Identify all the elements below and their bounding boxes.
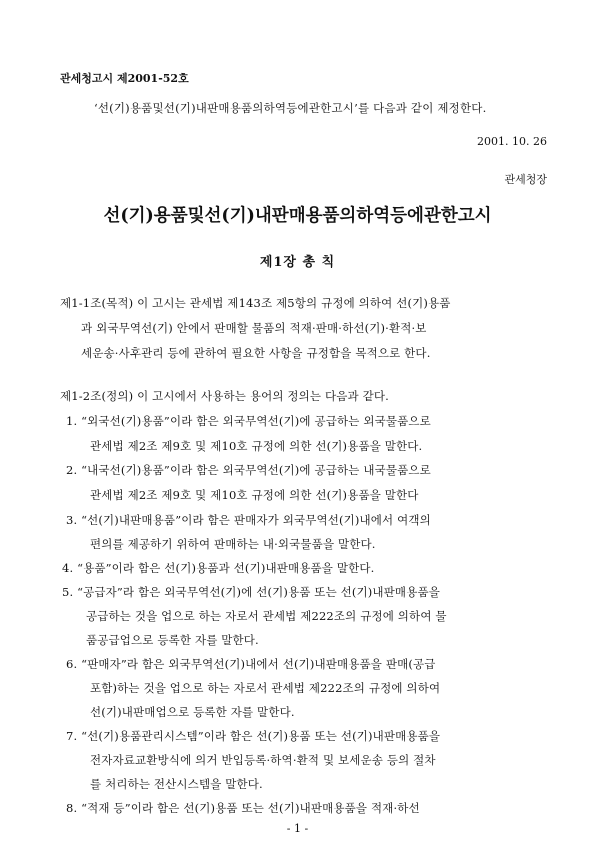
issuing-agency: 관세청장 [504,173,547,186]
definition-line: 품공급업으로 등록한 자를 말한다. [86,633,259,647]
article-1-1-line: 세운송·사후관리 등에 관하여 필요한 사항을 규정함을 목적으로 한다. [81,346,431,360]
definition-item: 6. “판매자”라 함은 외국무역선(기)내에서 선(기)내판매용품을 판매(공급 [66,657,436,671]
definition-item: 8. “적재 등”이라 함은 선(기)용품 또는 선(기)내판매용품을 적재·하선 [66,801,420,815]
issue-date: 2001. 10. 26 [477,135,547,148]
definition-item: 1. “외국선(기)용품”이라 함은 외국무역선(기)에 공급하는 외국물품으로 [66,414,431,428]
definition-line: 공급하는 것을 업으로 하는 자로서 관세법 제222조의 규정에 의하여 물 [86,609,447,623]
definition-line: 관세법 제2조 제9호 및 제10호 규정에 의한 선(기)용품을 말한다. [90,439,423,453]
intro-sentence: ‘선(기)용품및선(기)내판매용품의하역등에관한고시’를 다음과 같이 제정한다. [94,101,487,115]
article-1-1-line: 과 외국무역선(기) 안에서 판매할 물품의 적재·판매·하선(기)·환적·보 [81,321,427,335]
definition-item: 5. “공급자”라 함은 외국무역선(기)에 선(기)용품 또는 선(기)내판매용품을 [62,585,440,599]
definition-item: 7. “선(기)용품관리시스템”이라 함은 선(기)용품 또는 선(기)내판매용품을 [66,729,441,743]
definition-line: 포함)하는 것을 업으로 하는 자로서 관세법 제222조의 규정에 의하여 [90,681,441,695]
definition-item: 4. “용품”이라 함은 선(기)용품과 선(기)내판매용품을 말한다. [62,561,375,575]
definition-item: 2. “내국선(기)용품”이라 함은 외국무역선(기)에 공급하는 내국물품으로 [66,463,431,477]
definition-line: 관세법 제2조 제9호 및 제10호 규정에 의한 선(기)용품을 말한다 [90,488,419,502]
definition-line: 를 처리하는 전산시스템을 말한다. [90,777,263,791]
article-1-2-heading: 제1-2조(정의) 이 고시에서 사용하는 용어의 정의는 다음과 같다. [60,389,389,403]
chapter-heading: 제1장 총 칙 [259,255,336,270]
document-title: 선(기)용품및선(기)내판매용품의하역등에관한고시 [103,206,492,226]
page-number: - 1 - [286,822,309,835]
definition-line: 전자자료교환방식에 의거 반입등록·하역·환적 및 보세운송 등의 절차 [90,753,436,767]
notice-number: 관세청고시 제2001-52호 [60,72,189,85]
definition-item: 3. “선(기)내판매용품”이라 함은 판매자가 외국무역선(기)내에서 여객의 [66,513,431,527]
article-1-1-line: 제1-1조(목적) 이 고시는 관세법 제143조 제5항의 규정에 의하여 선(기)용품 [60,296,451,310]
definition-line: 선(기)내판매업으로 등록한 자를 말한다. [90,705,295,719]
definition-line: 편의를 제공하기 위하여 판매하는 내·외국물품을 말한다. [90,537,376,551]
